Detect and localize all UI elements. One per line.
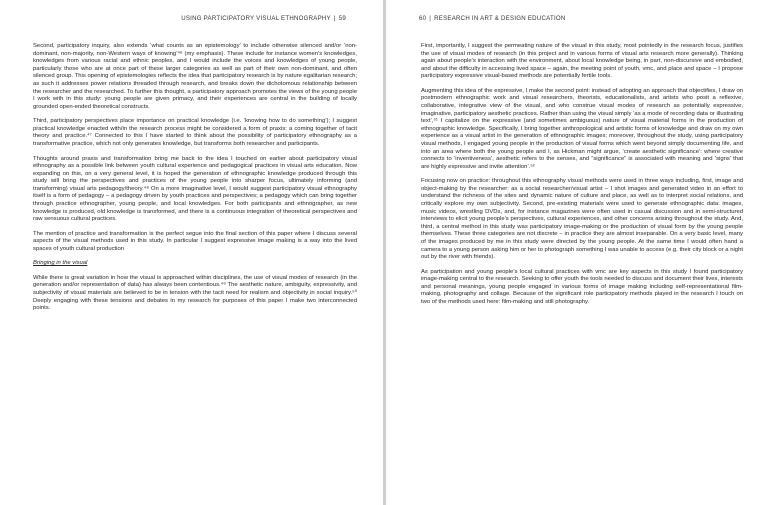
paragraph: Third, participatory perspectives place importance on practical knowledge (i.e. ‘knowing how to do something’); I suggest practical knowledge enacted with/in the research process might be considered a form of praxis: a coming together of tacit theory and practice.⁴⁷ Connected to this I have started to think about the possibility of participatory ethnography as a transformative practice, which not only generates knowledge, but transforms both researcher and participants. — [33, 118, 357, 148]
paragraph: The mention of practice and transformation is the perfect segue into the final section of this paper where I discuss several aspects of the visual methods used in this study. In particular I suggest expressive image making is a way into the lived spaces of youth cultural production — [33, 230, 357, 252]
paragraph: Second, participatory inquiry, also extends ‘what counts as an epistemology’ to include otherwise silenced and/or ‘non-dominant, non-majority, non-Western ways of knowing’⁴⁶ (my emphasis). These include for instance women’s knowledges, knowledges from various racial and ethnic peoples, and I would include the voices and knowledges of young people, particularly those who are at once part of these larger categories as well as part of their own non-dominant, and often silenced group. This opening of epistemologies reflects the idea that participatory research is by nature egalitarian research; as such it addresses power relations threaded through research, and breaks down the dichotomous relationship between the researcher and the researched. To further this thought, a participatory approach promotes the views of the young people I work with in this study: young people are given primacy, and their experiences are central in the building of locally grounded open-ended theoretical constructs. — [33, 43, 357, 110]
paragraph: As participation and young people’s local cultural practices with vmc are key aspects in this study I found participatory image-making central to the research. Seeking to offer youth the tools needed to discuss and document their lives, interests and personal meanings, young people engaged in various forms of image making including self-representational film-making, photography and collage. Because of the significant role participatory methods played in the research I touch on two of the methods used here: film-making and still photography. — [421, 268, 743, 306]
paragraph: Thoughts around praxis and transformation bring me back to the idea I touched on earlier about participatory visual ethnography as a possible link between youth cultural experience and pedagogical practices in visual arts education. Now expanding on this, on a very general level, it is hoped the generation of ethnographic knowledge produced through this study will bring the perspectives and practices of the young people into sharper focus, ultimately informing (and transforming) visual arts pedagogy/theory.⁴⁸ On a more imaginative level, I would suggest participatory visual ethnography itself is a form of pedagogy – a pedagogy driven by youth practices and perspectives; a pedagogy which can bring together through practice ethnographer, young people, and local knowledges. For both participants and ethnographer, as new knowledge is produced, old knowledge is transformed, and there is a continuous integration of theoretical perspectives and raw sensuous cultural practices. — [33, 155, 357, 223]
page-number: 59 — [338, 15, 346, 22]
running-head-right — [419, 15, 566, 22]
paragraph: Augmenting this idea of the expressive, I make the second point: instead of adopting an approach that objectifies, I draw on postmodern ethnographic work and visual researchers, theorists, educationalists, and artists who posit a reflexive, collaborative, integrative view of the visual, and who construe visual modes of research as potentially expressive, imaginative, participatory aesthetic practices. Rather than using the visual simply ‘as a mode of recording data or illustrating text’,⁵¹ I capitalize on the expressive (and sometimes ambiguous) nature of visual material forms in the production of ethnographic knowledge. Specifically, I bring together anthropological and artistic forms of knowledge and draw on my own experience as a visual artist in the generation of ethnographic images; moreover, throughout the study, using participatory visual methods, I engaged young people in the production of visual forms which went beyond simply documenting life, and into an area where both the young people and I, as Hickman might argue, ‘create aesthetic significance’: where creative connects to ‘inventiveness’, aesthetic refers to the senses, and “significance” is associated with meaning and ‘signs’ that are highly expressive and invite attention’.⁵² — [421, 87, 743, 170]
running-head-title: RESEARCH IN ART & DESIGN EDUCATION — [434, 15, 566, 22]
paragraph: While there is great variation in how the visual is approached within disciplines, the use of visual modes of research (in the generation and/or representation of data) has always been contentious.⁴⁹ The aesthetic nature, ambiguity, expressivity, and subjectivity of visual materials are believed to be in tension with the tacit need for realism and objectivity in social inquiry.⁵⁰ Deeply engaging with these tensions and debates in my research for purposes of this paper I make two interconnected points. — [33, 274, 357, 312]
running-head-separator: | — [429, 15, 432, 22]
page-number: 60 — [419, 15, 427, 22]
paragraph: First, importantly, I suggest the permeating nature of the visual in this study, most pointedly in the research focus, justifies the use of visual modes of research (in this project and in various forms of visual arts research more generally). Thinking again about people’s interaction with the environment, about local knowledge being, in part, non-discursive and embodied, and about the difficulty in accessing lived space – again, the meeting point of youth, vmc, and place and space – I propose participatory expressive visual-based methods are potentially fertile tools. — [421, 43, 743, 80]
running-head-left — [181, 15, 346, 22]
running-head-title: USING PARTICIPATORY VISUAL ETHNOGRAPHY — [181, 15, 331, 22]
left-page-body — [33, 43, 357, 320]
right-page — [386, 0, 769, 505]
left-page — [0, 0, 383, 505]
right-page-body — [421, 43, 743, 314]
running-head-separator: | — [333, 15, 336, 22]
section-subheading: Bringing in the visual — [33, 260, 88, 267]
paragraph: Focusing now on practice: throughout this ethnography visual methods were used in three ways including, first, image and object-making by the researcher: as a social researcher/visual artist – I shot images and generated video in an effort to understand the richness of the sites and dynamic nature of culture and place, as well as to interpret social relations, and critically explore my own subjectivity. Second, pre-existing materials were used to generate ethnographic data: images, music videos, wrestling DVDs, and, for instance magazines were often used in casual discussion and in semi-structured interviews to elicit young people’s perspectives, cultural experiences, and other concerns arising throughout the study. And, third, a central method in this study was participatory image-making or the production of visual form by the young people themselves. These three categories are not discrete – in practice they are almost inseparable. On a very basic level, many of the images produced by me in this study were directed by the young people. At the same time I would often hand a camera to a young person asking him or her to photograph something I was unable to access (e.g. their city block or a night out by the river with friends). — [421, 178, 743, 261]
